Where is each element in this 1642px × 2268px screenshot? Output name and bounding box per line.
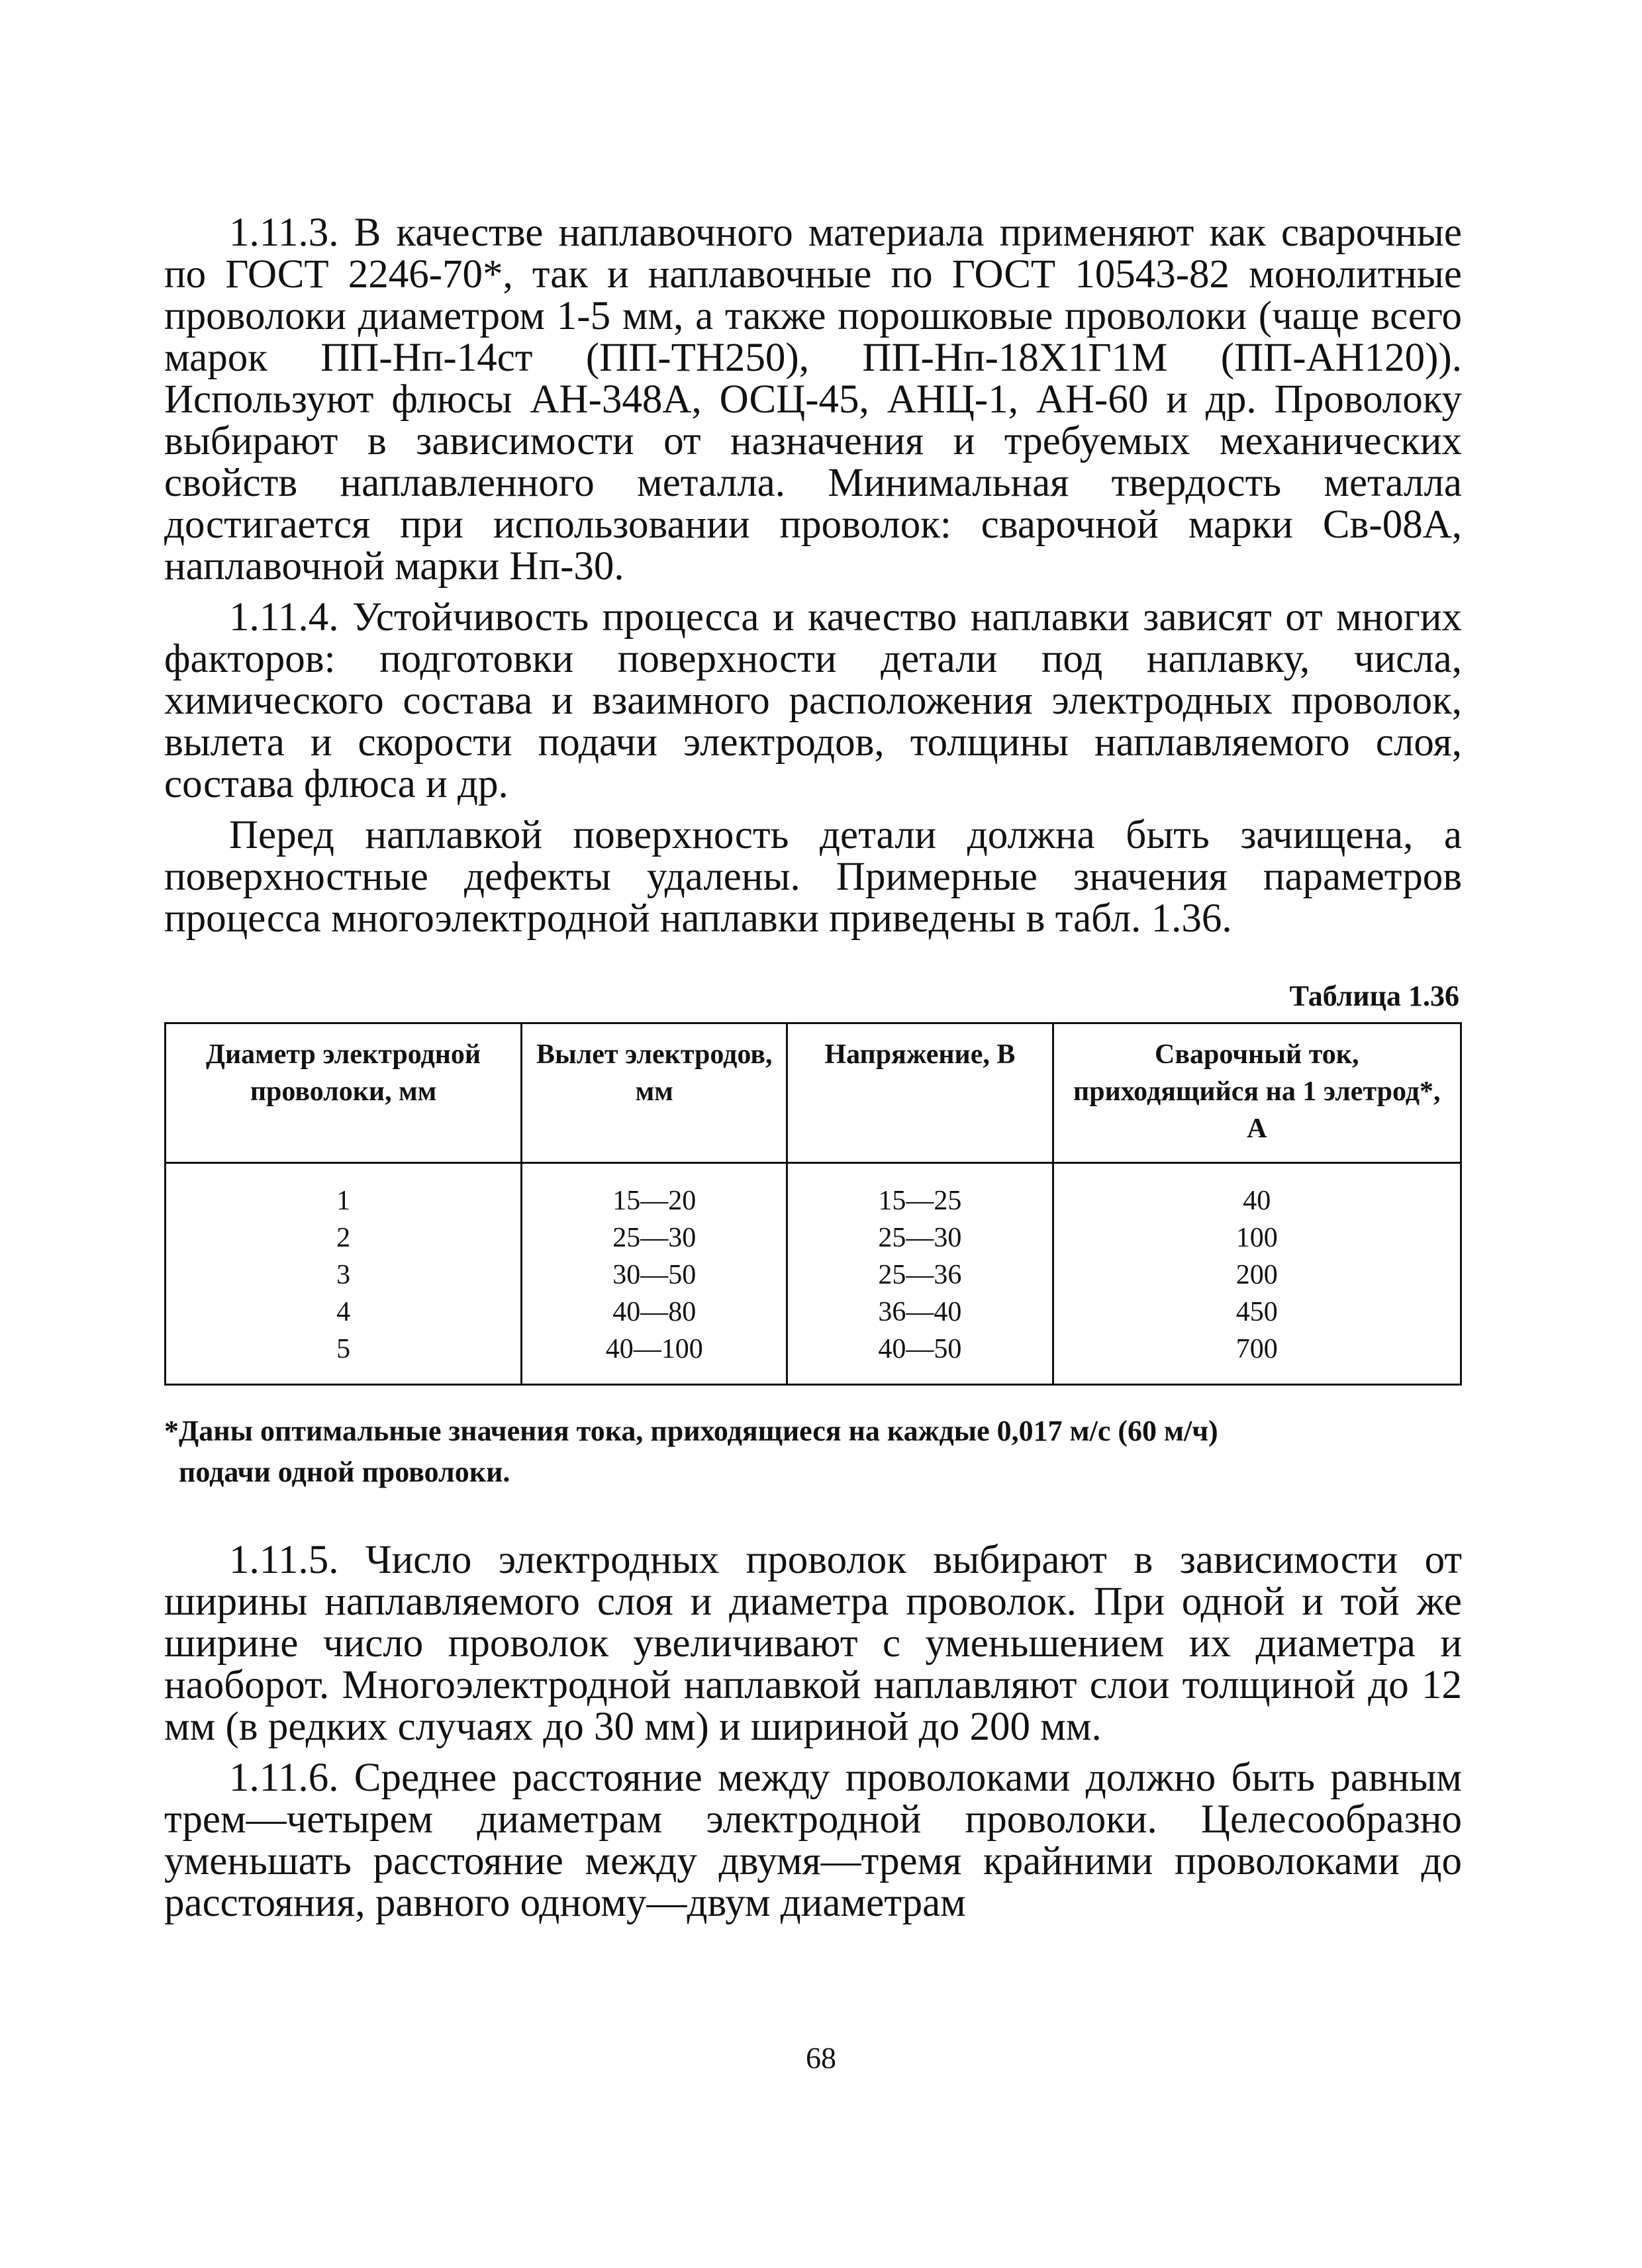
header-current: Сварочный ток, приходящийся на 1 элетрод*, А xyxy=(1053,1023,1461,1163)
cell-voltage: 40—50 xyxy=(878,1334,962,1364)
table-caption: Таблица 1.36 xyxy=(1289,980,1459,1012)
cell-current: 200 xyxy=(1235,1260,1278,1290)
page-number: 68 xyxy=(806,2041,836,2075)
cell-voltage: 36—40 xyxy=(878,1297,962,1327)
footnote-line-1: *Даны оптимальные значения тока, приходящиеся на каждые 0,017 м/с (60 м/ч) xyxy=(164,1415,1218,1447)
column-diameter xyxy=(166,1163,522,1385)
header-stickout: Вылет электродов, мм xyxy=(522,1023,787,1163)
parameters-table xyxy=(164,1022,1462,1386)
paragraph-1-11-4: 1.11.4. Устойчивость процесса и качество наплавки зависят от многих факторов: подготовки поверхности детали под наплавку, числа, химического состава и взаимного расположения электродных проволок, вылета и скорости подачи электродов, толщины наплавляемого слоя, состава флюса и др. xyxy=(164,595,1462,806)
footnote-line-2: подачи одной проволоки. xyxy=(179,1456,510,1488)
paragraph-before-table: Перед наплавкой поверхность детали должна быть зачищена, а поверхностные дефекты удалены. Примерные значения параметров процесса многоэлектродной наплавки приведены в табл. 1.36. xyxy=(164,813,1462,941)
cell-stickout: 40—80 xyxy=(612,1297,697,1327)
cell-diameter: 4 xyxy=(336,1297,351,1327)
cell-stickout: 15—20 xyxy=(612,1186,697,1216)
cell-stickout: 30—50 xyxy=(612,1260,697,1290)
table-body-row xyxy=(166,1163,1461,1385)
paragraph-1-11-6: 1.11.6. Среднее расстояние между проволоками должно быть равным трем—четырем диаметрам электродной проволоки. Целесообразно уменьшать расстояние между двумя—тремя крайними проволоками до расстояния, равного одному—двум диаметрам xyxy=(164,1756,1462,1925)
column-stickout xyxy=(522,1163,787,1385)
cell-stickout: 25—30 xyxy=(612,1223,697,1253)
cell-current: 450 xyxy=(1235,1297,1278,1327)
cell-current: 100 xyxy=(1235,1223,1278,1253)
column-current xyxy=(1053,1163,1461,1385)
cell-voltage: 25—36 xyxy=(878,1260,962,1290)
table-header-row xyxy=(166,1023,1461,1163)
column-voltage xyxy=(787,1163,1053,1385)
cell-diameter: 5 xyxy=(336,1334,351,1364)
header-voltage: Напряжение, В xyxy=(787,1023,1053,1163)
page-content xyxy=(164,212,1462,1924)
cell-diameter: 2 xyxy=(336,1223,351,1253)
cell-current: 700 xyxy=(1235,1334,1278,1364)
paragraph-1-11-5: 1.11.5. Число электродных проволок выбирают в зависимости от ширины наплавляемого слоя и диаметра проволок. При одной и той же ширине число проволок увеличивают с уменьшением их диаметра и наоборот. Многоэлектродной наплавкой наплавляют слои толщиной до 12 мм (в редких случаях до 30 мм) и шириной до 200 мм. xyxy=(164,1538,1462,1749)
cell-stickout: 40—100 xyxy=(605,1334,703,1364)
cell-voltage: 15—25 xyxy=(878,1186,962,1216)
paragraph-1-11-3: 1.11.3. В качестве наплавочного материала применяют как сварочные по ГОСТ 2246-70*, так и наплавочные по ГОСТ 10543-82 монолитные проволоки диаметром 1-5 мм, а также порошковые проволоки (чаще всего марок ПП-Нп-14ст (ПП-ТН250), ПП-Нп-18Х1Г1М (ПП-АН120)). Используют флюсы АН-348А, ОСЦ-45, АНЦ-1, АН-60 и др. Проволоку выбирают в зависимости от назначения и требуемых механических свойств наплавленного металла. Минимальная твердость металла достигается при использовании проволок: сварочной марки Св-08А, наплавочной марки Нп-30. xyxy=(164,211,1462,589)
cell-diameter: 3 xyxy=(336,1260,351,1290)
cell-voltage: 25—30 xyxy=(878,1223,962,1253)
cell-diameter: 1 xyxy=(336,1186,351,1216)
cell-current: 40 xyxy=(1243,1186,1271,1216)
table-footnote xyxy=(164,1411,1462,1493)
header-diameter: Диаметр электродной проволоки, мм xyxy=(166,1023,522,1163)
